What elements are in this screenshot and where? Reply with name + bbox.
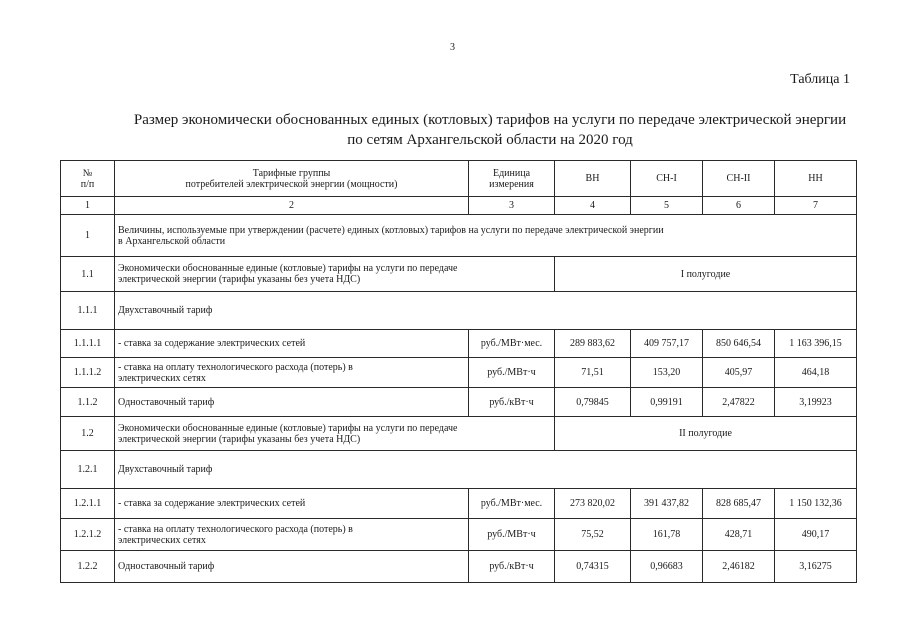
row-text: - ставка за содержание электрических сетей bbox=[115, 489, 469, 519]
value-sn2: 405,97 bbox=[703, 358, 775, 388]
value-sn2: 828 685,47 bbox=[703, 489, 775, 519]
row-unit: руб./МВт·мес. bbox=[469, 489, 555, 519]
row-num: 1.1.1.1 bbox=[61, 330, 115, 358]
value-vn: 289 883,62 bbox=[555, 330, 631, 358]
row-text: - ставка за содержание электрических сетей bbox=[115, 330, 469, 358]
row-text: Экономически обоснованные единые (котловые) тарифы на услуги по передаче электрической энергии (тарифы указаны без учета НДС) bbox=[115, 417, 555, 451]
row-unit: руб./МВт·мес. bbox=[469, 330, 555, 358]
row-text: - ставка на оплату технологического расхода (потерь) в электрических сетях bbox=[115, 358, 469, 388]
value-vn: 0,74315 bbox=[555, 551, 631, 583]
page-number: 3 bbox=[450, 42, 455, 53]
row-text: Двухставочный тариф bbox=[115, 292, 857, 330]
value-nn: 1 150 132,36 bbox=[775, 489, 857, 519]
col-number: 2 bbox=[115, 197, 469, 215]
value-sn1: 391 437,82 bbox=[631, 489, 703, 519]
table-row bbox=[61, 519, 857, 551]
row-text: Экономически обоснованные единые (котловые) тарифы на услуги по передаче электрической энергии (тарифы указаны без учета НДС) bbox=[115, 257, 555, 292]
value-nn: 464,18 bbox=[775, 358, 857, 388]
row-unit: руб./кВт·ч bbox=[469, 551, 555, 583]
row-num: 1.2 bbox=[61, 417, 115, 451]
col-number: 6 bbox=[703, 197, 775, 215]
column-number-row bbox=[61, 197, 857, 215]
header-sn1: СН-I bbox=[631, 161, 703, 197]
value-sn2: 428,71 bbox=[703, 519, 775, 551]
value-nn: 3,16275 bbox=[775, 551, 857, 583]
col-number: 4 bbox=[555, 197, 631, 215]
table-label: Таблица 1 bbox=[790, 72, 850, 87]
header-group: Тарифные группы потребителей электрической энергии (мощности) bbox=[115, 161, 469, 197]
header-sn2: СН-II bbox=[703, 161, 775, 197]
table-row bbox=[61, 330, 857, 358]
value-sn2: 850 646,54 bbox=[703, 330, 775, 358]
row-num: 1.1.1.2 bbox=[61, 358, 115, 388]
table-row bbox=[61, 551, 857, 583]
col-number: 7 bbox=[775, 197, 857, 215]
value-nn: 3,19923 bbox=[775, 388, 857, 417]
value-vn: 273 820,02 bbox=[555, 489, 631, 519]
header-num: № п/п bbox=[61, 161, 115, 197]
col-number: 1 bbox=[61, 197, 115, 215]
value-vn: 75,52 bbox=[555, 519, 631, 551]
value-sn1: 409 757,17 bbox=[631, 330, 703, 358]
section-text: Величины, используемые при утверждении (расчете) единых (котловых) тарифов на услуги по передаче электрической энергии в Архангельской области bbox=[115, 215, 857, 257]
value-sn1: 161,78 bbox=[631, 519, 703, 551]
value-nn: 1 163 396,15 bbox=[775, 330, 857, 358]
value-vn: 71,51 bbox=[555, 358, 631, 388]
row-num: 1 bbox=[61, 215, 115, 257]
row-text: Двухставочный тариф bbox=[115, 451, 857, 489]
row-text: Одноставочный тариф bbox=[115, 551, 469, 583]
value-sn1: 153,20 bbox=[631, 358, 703, 388]
table-row bbox=[61, 292, 857, 330]
row-unit: руб./МВт·ч bbox=[469, 519, 555, 551]
header-unit: Единица измерения bbox=[469, 161, 555, 197]
period-header-row-1-1 bbox=[61, 257, 857, 292]
row-num: 1.1.2 bbox=[61, 388, 115, 417]
value-nn: 490,17 bbox=[775, 519, 857, 551]
value-sn2: 2,46182 bbox=[703, 551, 775, 583]
tariff-table bbox=[60, 160, 857, 583]
period-header-row-1-2 bbox=[61, 417, 857, 451]
value-vn: 0,79845 bbox=[555, 388, 631, 417]
row-num: 1.2.1.2 bbox=[61, 519, 115, 551]
row-num: 1.2.1.1 bbox=[61, 489, 115, 519]
row-num: 1.1 bbox=[61, 257, 115, 292]
row-text: - ставка на оплату технологического расхода (потерь) в электрических сетях bbox=[115, 519, 469, 551]
title-line-1: Размер экономически обоснованных единых (котловых) тарифов на услуги по передаче электрической энергии bbox=[133, 112, 847, 128]
row-text: Одноставочный тариф bbox=[115, 388, 469, 417]
header-vn: ВН bbox=[555, 161, 631, 197]
value-sn1: 0,96683 bbox=[631, 551, 703, 583]
row-unit: руб./кВт·ч bbox=[469, 388, 555, 417]
table-row bbox=[61, 358, 857, 388]
period-label: II полугодие bbox=[555, 417, 857, 451]
table-row bbox=[61, 489, 857, 519]
value-sn2: 2,47822 bbox=[703, 388, 775, 417]
header-nn: НН bbox=[775, 161, 857, 197]
section-row-1 bbox=[61, 215, 857, 257]
row-unit: руб./МВт·ч bbox=[469, 358, 555, 388]
value-sn1: 0,99191 bbox=[631, 388, 703, 417]
row-num: 1.2.2 bbox=[61, 551, 115, 583]
document-title bbox=[100, 110, 880, 150]
table-row bbox=[61, 451, 857, 489]
period-label: I полугодие bbox=[555, 257, 857, 292]
table-header-row bbox=[61, 161, 857, 197]
title-line-2: по сетям Архангельской области на 2020 год bbox=[347, 132, 633, 148]
col-number: 3 bbox=[469, 197, 555, 215]
table-row bbox=[61, 388, 857, 417]
col-number: 5 bbox=[631, 197, 703, 215]
row-num: 1.2.1 bbox=[61, 451, 115, 489]
row-num: 1.1.1 bbox=[61, 292, 115, 330]
